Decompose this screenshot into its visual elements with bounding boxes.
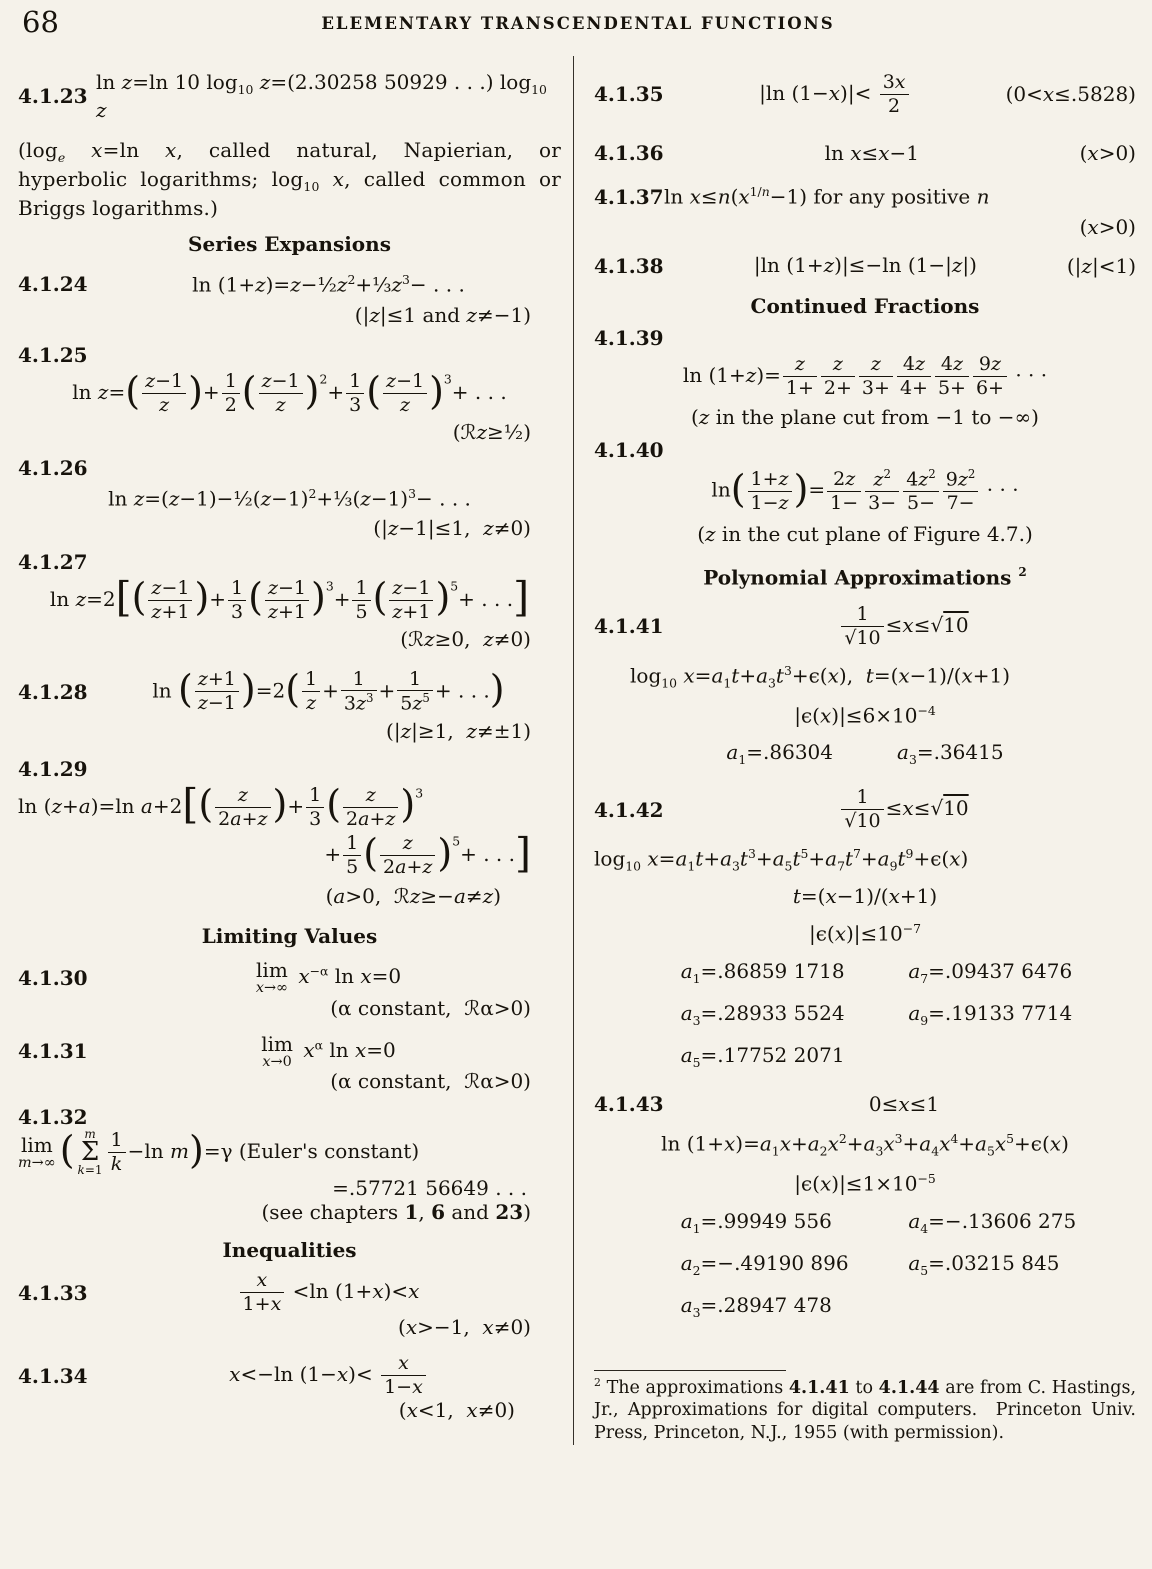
formula: ln z=ln 10 $\log_{10} z=(2.30258$ 50929 . . .) $\log_{10} z$ [96,70,547,122]
formula-4-1-25: ln z=( $\frac{z-1}{z}$ )+ $\frac{1}{2}$ ( $\frac{z-1}{z}$ )$^2$+ $\frac{1}{3}$ ( $\frac{z-1}{z}$ )$^3$+ . . . [72,369,507,417]
coefficient: $a_3=.28933$ 5524 [680,1000,845,1028]
formula-number: 4.1.33 [18,1280,88,1305]
approximation-formula: $\ln (1+x)=a_1x+a_2x^2+a_3x^3+a_4x^4+a_5x^5+\epsilon(x)$ [661,1130,1069,1159]
formula-4-1-26: $\ln z=(z-1)-\frac{1}{2}(z-1)^2+\frac{1}{3}(z-1)^3-$ . . . [108,486,471,511]
substitution: t=(x−1)/(x+1) [792,884,938,909]
coefficient: $a_3=.28947$ 478 [680,1292,832,1320]
constraint: (ℛz≥0, z≠0) [400,626,531,651]
formula-number-4-1-32: 4.1.32 [18,1105,88,1129]
formula: $\ln (1+z)=z-\frac{1}{2}z^2+\frac{1}{3}z^3-$ . . . [192,271,465,297]
formula-4-1-39: ln (1+z)= $\frac{z}{1+}$ $\frac{z}{2+}$ $\frac{z}{3+}$ $\frac{4z}{4+}$ $\frac{4z}{5+}$ $\frac{9z}{6+}$ · · · [682,353,1048,400]
section-heading-inequalities: Inequalities [222,1238,357,1263]
formula-4-1-28 [18,666,561,715]
formula-number: 4.1.24 [18,272,88,297]
formula-number-4-1-25: 4.1.25 [18,343,88,368]
formula: |ln (1+z)|≤−ln (1−|z|) [753,253,977,278]
cross-reference: (see chapters 1, 6 and 23) [261,1200,531,1225]
formula-number: 4.1.31 [18,1039,88,1064]
constraint: (z in the plane cut from −1 to −∞) [691,405,1039,430]
heading-text: Polynomial Approximations [703,565,1012,590]
coefficients [681,959,1136,1070]
formula-4-1-30 [18,960,561,995]
formula: $\frac{x}{1+x}$ <ln (1+x)<x [96,1270,561,1315]
error-bound: $|\epsilon(x)|\le 6\times 10^{-4}$ [794,702,936,728]
formula-number: 4.1.30 [18,965,88,990]
approximation-formula: $\log_{10} x=a_1t+a_3t^3+a_5t^5+a_7t^7+a_9t^9+\epsilon(x)$ [594,846,969,874]
coefficient: $a_5=.03215$ 845 [908,1250,1060,1278]
formula: x<−ln (1−x)< $\frac{x}{1-x}$ [96,1353,561,1398]
formula-number: 4.1.43 [594,1092,664,1117]
formula-number-4-1-26: 4.1.26 [18,456,88,481]
constraint: (|z|≤1 and z≠−1) [354,303,531,328]
formula-4-1-29-line2: + $\frac{1}{5}$ ( $\frac{z}{2a+z}$ )$^5$+ . . .] [324,828,531,879]
formula-4-1-40: ln( $\frac{1+z}{1-z}$ )= $\frac{2z}{1-}$ $\frac{z^2}{3-}$ $\frac{4z^2}{5-}$ $\frac{9z^2}{7-}$ · · · [711,466,1019,515]
formula-number: 4.1.28 [18,679,88,704]
coefficient: $a_4=-.13606$ 275 [908,1208,1077,1236]
footnote-rule [594,1370,786,1371]
formula: ln ( $\frac{z+1}{z-1}$ )=2( $\frac{1}{z}$ + $\frac{1}{3z^3}$ + $\frac{1}{5z^5}$ + . . .) [152,666,505,715]
constraint: (x>−1, x≠0) [398,1315,531,1340]
right-column [574,56,1138,1445]
formula: lim x→0 $x^\alpha$ ln x=0 [261,1031,396,1070]
page-title: ELEMENTARY TRANSCENDENTAL FUNCTIONS [321,14,835,33]
formula-number: 4.1.37 [594,184,664,209]
constraint: (α constant, ℛα>0) [330,995,531,1020]
coefficient: $a_1=.86859$ 1718 [680,958,845,986]
formula-number: 4.1.36 [594,141,664,166]
coefficient: $a_3=.36415$ [897,740,1004,768]
two-column-layout [18,56,1138,1445]
formula-4-1-35 [594,72,1136,117]
constraint: (|z−1|≤1, z≠0) [373,515,531,540]
coefficient [908,1043,1136,1070]
formula-number-4-1-27: 4.1.27 [18,549,88,574]
formula-4-1-23 [18,70,561,123]
coefficient: $a_5=.17752$ 2071 [680,1042,845,1070]
formula: |ln (1−x)|< $\frac{3x}{2}$ [664,72,1006,117]
range: 0≤x≤1 [868,1091,940,1116]
formula-number: 4.1.34 [18,1363,88,1388]
coefficient: $a_2=-.49190$ 896 [680,1250,849,1278]
formula-4-1-27: ln z=2[( $\frac{z-1}{z+1}$ )+ $\frac{1}{3}$ ( $\frac{z-1}{z+1}$ )$^3$+ $\frac{1}{5}$ ( $\frac{z-1}{z+1}$ )$^5$+ . . .] [49,573,530,623]
formula: lim x→∞ $x^{-\alpha}$ ln x=0 [255,958,402,997]
formula-number: 4.1.38 [594,253,664,278]
constraint: (a>0, ℛz≥−a≠z) [325,884,501,909]
constraint: (ℛz≥½) [452,420,531,445]
formula: $\ln x\le n(x^{1/n}-1)$ for any positive n [664,183,990,209]
range: $\frac{1}{√10}$ ≤x≤√10 [672,604,1136,649]
formula-4-1-38 [594,253,1136,278]
coefficient: $a_1=.99949$ 556 [680,1208,832,1236]
terminology-note: ($\log_e$ x=ln x, called natural, Napierian, or hyperbolic logarithms; $\log_{10} x$, called common or Briggs logarithms.) [18,137,561,221]
footnote-text: $^2$ The approximations 4.1.41 to 4.1.44 are from C. Hastings, Jr., Approximations for digital computers. Princeton Univ. Press, Princeton, N.J., 1955 (with permission). [594,1375,1137,1444]
footnote-marker: 2 [1018,565,1027,580]
error-bound: $|\epsilon(x)|\le 10^{-7}$ [808,921,922,946]
section-heading-series-expansions: Series Expansions [188,231,391,256]
coefficient: $a_7=.09437$ 6476 [908,958,1073,986]
formula-number: 4.1.42 [594,797,664,822]
footnote [594,1370,1136,1445]
constraint: (α constant, ℛα>0) [330,1069,531,1093]
formula-number: 4.1.23 [18,84,88,109]
formula-4-1-37 [594,184,1136,210]
formula-4-1-43 [594,1092,1136,1117]
approximation-formula: $\log_{10} x=a_1t+a_3t^3+\epsilon(x)$, t=(x−1)/(x+1) [630,662,1011,691]
formula-4-1-31 [18,1031,561,1070]
constraint: (z in the cut plane of Figure 4.7.) [697,522,1033,547]
range: $\frac{1}{√10}$ ≤x≤√10 [672,787,1136,832]
formula-4-1-36 [594,141,1136,166]
error-bound: $|\epsilon(x)|\le 1\times 10^{-5}$ [794,1171,936,1196]
formula-number-4-1-40: 4.1.40 [594,438,664,463]
constraint: (|z|≥1, z≠±1) [386,718,531,743]
coefficient: $a_9=.19133$ 7714 [908,1000,1073,1028]
formula-4-1-33 [18,1270,561,1315]
constraint: (0<x≤.5828) [1005,82,1136,107]
formula-4-1-32: lim m→∞ ( m Σ k=1 $\frac{1}{k}$ −ln m)=γ (Euler's constant) [18,1127,420,1178]
constraint: (|z|<1) [1066,253,1136,278]
constraint: (x>0) [1079,141,1136,166]
formula-4-1-41 [594,604,1136,649]
page-number: 68 [22,5,59,39]
formula-number-4-1-29: 4.1.29 [18,756,88,781]
page-header [18,5,1138,48]
section-heading-polynomial-approximations [594,565,1136,589]
coefficient [908,1293,1136,1320]
formula-number: 4.1.35 [594,82,664,107]
left-column [18,56,574,1445]
coefficient: $a_1=.86304$ [726,740,833,768]
formula: ln x≤x−1 [824,140,920,165]
formula-4-1-34 [18,1353,561,1398]
formula-4-1-42 [594,787,1136,832]
formula-4-1-29-line1: ln (z+a)=ln a+2[( $\frac{z}{2a+z}$ )+ $\frac{1}{3}$ ( $\frac{z}{2a+z}$ )$^3$ [18,780,424,830]
formula-4-1-24 [18,272,561,298]
coefficients [594,740,1136,767]
section-heading-limiting-values: Limiting Values [201,924,378,949]
constraint: (x<1, x≠0) [398,1398,515,1423]
section-heading-continued-fractions: Continued Fractions [750,294,980,319]
constraint: (x>0) [1079,215,1136,240]
euler-constant-value: =.57721 56649 . . . [332,1176,527,1201]
formula-number-4-1-39: 4.1.39 [594,326,664,351]
coefficients [681,1209,1136,1320]
formula-number: 4.1.41 [594,614,664,639]
